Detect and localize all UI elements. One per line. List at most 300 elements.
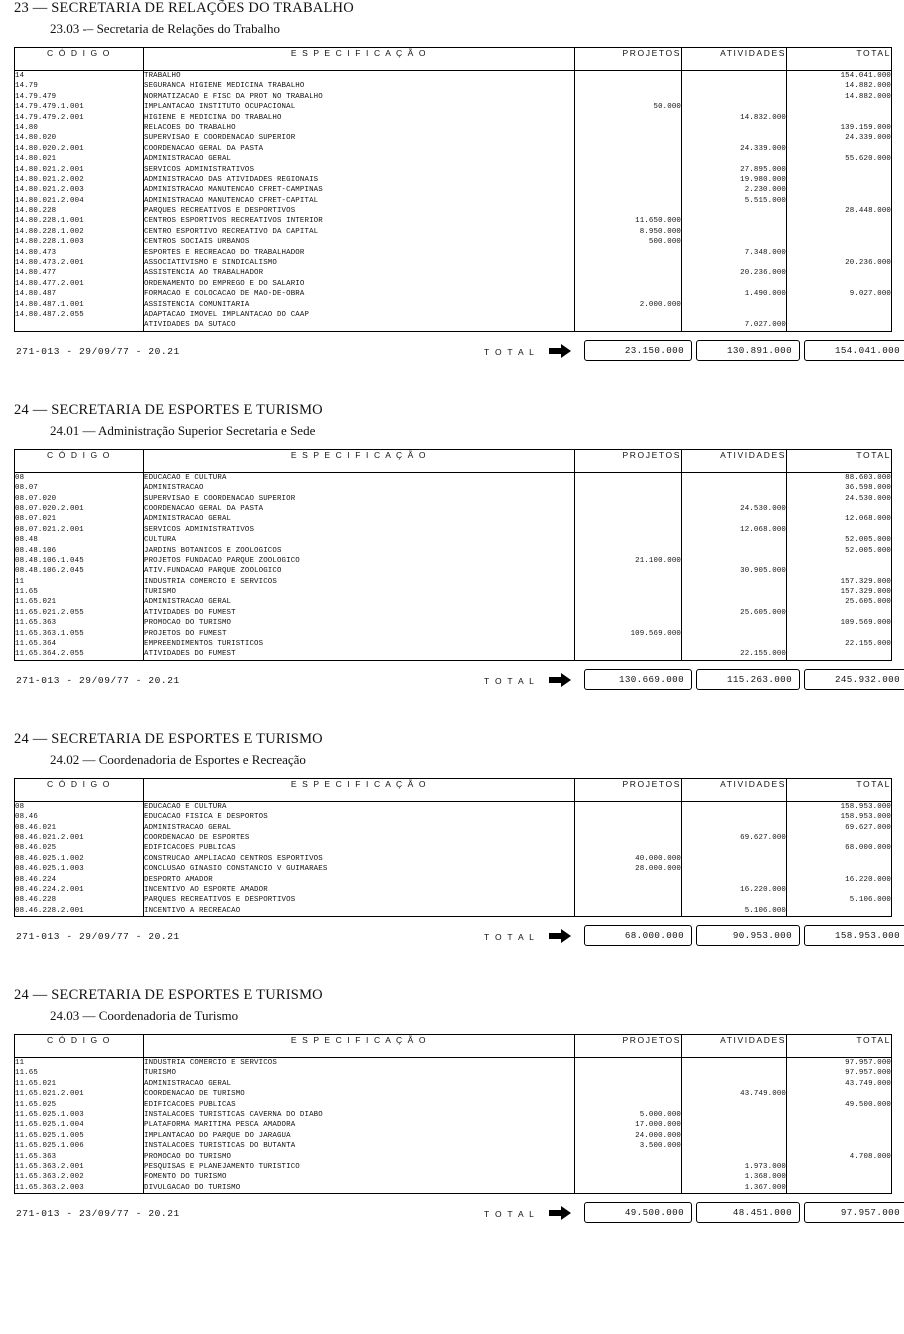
text-line: 17.000.000 xyxy=(635,1121,681,1130)
text-line xyxy=(787,216,891,226)
text-line: 97.957.000 xyxy=(845,1069,891,1078)
text-line xyxy=(575,185,681,195)
text-line xyxy=(682,133,786,143)
text-line: EDIFICACOES PUBLICAS xyxy=(144,844,236,853)
text-line xyxy=(575,639,681,649)
text-line: 11.65.364 xyxy=(15,640,57,649)
column-header-total: TOTAL xyxy=(787,449,892,472)
text-line: TRABALHO xyxy=(144,72,181,80)
text-line: COORDENACAO GERAL DA PASTA xyxy=(144,504,264,513)
text-line xyxy=(575,1058,681,1068)
text-line xyxy=(575,597,681,607)
budget-table xyxy=(14,1034,892,1194)
budget-section xyxy=(0,402,904,731)
text-line xyxy=(787,1110,891,1120)
text-line: 2.230.000 xyxy=(744,186,786,195)
text-line: INDUSTRIA COMERCIO E SERVICOS xyxy=(144,577,277,586)
text-line: CENTRO ESPORTIVO RECREATIVO DA CAPITAL xyxy=(144,227,319,236)
total-total-box: 97.957.000 xyxy=(804,1202,904,1223)
text-line xyxy=(787,102,891,112)
text-line xyxy=(575,535,681,545)
text-line: SUPERVISAO E COORDENACAO SUPERIOR xyxy=(144,134,296,143)
text-line: 11.65.025.1.005 xyxy=(15,1131,84,1140)
text-line xyxy=(682,843,786,853)
text-line: 43.749.000 xyxy=(740,1090,786,1099)
total-projetos-box: 130.669.000 xyxy=(584,669,692,690)
text-line: 36.598.000 xyxy=(845,484,891,493)
text-line: 139.159.000 xyxy=(840,123,891,132)
text-line: ATIV.FUNDACAO PARQUE ZOOLOGICO xyxy=(144,567,282,576)
totais-lines xyxy=(787,802,891,916)
text-line xyxy=(575,812,681,822)
text-line xyxy=(682,854,786,864)
text-line: 08.48.106 xyxy=(15,546,57,555)
text-line xyxy=(787,268,891,278)
text-line: FOMENTO DO TURISMO xyxy=(144,1173,227,1182)
total-atividades-box: 90.953.000 xyxy=(696,925,800,946)
text-line: SEGURANCA HIGIENE MEDICINA TRABALHO xyxy=(144,82,305,91)
text-line: 14.80.487.2.055 xyxy=(15,310,84,319)
cell-projetos xyxy=(575,71,682,332)
text-line xyxy=(787,279,891,289)
text-line: 4.708.000 xyxy=(849,1152,891,1161)
text-line xyxy=(682,577,786,587)
cell-projetos xyxy=(575,1058,682,1194)
text-line xyxy=(682,473,786,483)
text-line: ESPORTES E RECREACAO DO TRABALHADOR xyxy=(144,248,305,257)
table-header-row xyxy=(15,449,892,472)
text-line: 14.832.000 xyxy=(740,113,786,122)
total-label: T O T A L xyxy=(484,932,536,943)
text-line xyxy=(787,1141,891,1151)
section-total-row xyxy=(14,917,900,961)
text-line: 5.515.000 xyxy=(744,196,786,205)
budget-section xyxy=(0,731,904,987)
text-line: NORMATIZACAO E FISC DA PROT NO TRABALHO xyxy=(144,92,323,101)
arrow-right-icon xyxy=(549,673,571,687)
total-label: T O T A L xyxy=(484,1209,536,1220)
budget-table xyxy=(14,449,892,661)
text-line: 49.500.000 xyxy=(845,1100,891,1109)
text-line: 08.46 xyxy=(15,813,38,822)
text-line: 08.46.228.2.001 xyxy=(15,906,84,915)
text-line: 11.65.021.2.055 xyxy=(15,608,84,617)
column-header-codigo: C Ó D I G O xyxy=(15,48,144,71)
text-line xyxy=(682,154,786,164)
text-line: 158.953.000 xyxy=(840,813,891,822)
text-line xyxy=(575,1162,681,1172)
text-line xyxy=(682,81,786,91)
text-line: 08.07.020 xyxy=(15,494,57,503)
text-line: 14.80.473 xyxy=(15,248,57,257)
text-line: RELACOES DO TRABALHO xyxy=(144,123,236,132)
text-line: ORDENAMENTO DO EMPREGO E DO SALARIO xyxy=(144,279,305,288)
text-line xyxy=(575,525,681,535)
column-header-especificacao: E S P E C I F I C A Ç Ã O xyxy=(144,1035,575,1058)
text-line xyxy=(682,310,786,320)
text-line xyxy=(787,629,891,639)
budget-section xyxy=(0,0,904,402)
text-line: 21.100.000 xyxy=(635,556,681,565)
text-line: EDIFICACOES PUBLICAS xyxy=(144,1100,236,1109)
text-line: 14.80.021 xyxy=(15,155,57,164)
column-header-codigo: C Ó D I G O xyxy=(15,1035,144,1058)
atividades-lines xyxy=(682,473,786,660)
text-line xyxy=(682,864,786,874)
total-projetos-box: 49.500.000 xyxy=(584,1202,692,1223)
text-line xyxy=(575,649,681,659)
text-line xyxy=(575,546,681,556)
text-line: 50.000 xyxy=(653,103,681,112)
text-line xyxy=(787,864,891,874)
text-line xyxy=(787,566,891,576)
text-line: EDUCACAO FISICA E DESPORTOS xyxy=(144,813,268,822)
cell-totais xyxy=(787,71,892,332)
text-line xyxy=(575,175,681,185)
text-line: 14.80.021.2.004 xyxy=(15,196,84,205)
text-line xyxy=(787,1183,891,1193)
codigo-lines xyxy=(15,473,143,660)
text-line xyxy=(575,1100,681,1110)
text-line: 3.500.000 xyxy=(639,1142,681,1151)
text-line: PROJETOS DO FUMEST xyxy=(144,629,227,638)
text-line xyxy=(787,649,891,659)
codigo-lines xyxy=(15,71,143,331)
text-line: 1.973.000 xyxy=(744,1163,786,1171)
text-line: SERVICOS ADMINISTRATIVOS xyxy=(144,165,255,174)
text-line xyxy=(787,504,891,514)
column-header-atividades: ATIVIDADES xyxy=(682,48,787,71)
text-line xyxy=(787,165,891,175)
cell-especificacoes xyxy=(144,472,575,660)
text-line xyxy=(682,279,786,289)
cell-codigos xyxy=(15,801,144,916)
section-total-row xyxy=(14,661,900,705)
especificacao-lines xyxy=(144,473,574,660)
text-line xyxy=(575,885,681,895)
text-line xyxy=(682,1068,786,1078)
text-line: 14.79.479 xyxy=(15,92,57,101)
text-line xyxy=(682,618,786,628)
section-title: 24 — SECRETARIA DE ESPORTES E TURISMO xyxy=(14,730,323,747)
arrow-right-icon xyxy=(549,344,571,358)
total-label: T O T A L xyxy=(484,675,536,686)
text-line: 69.627.000 xyxy=(740,833,786,842)
column-header-total: TOTAL xyxy=(787,778,892,801)
section-spacer xyxy=(14,1238,886,1264)
text-line: 11.65.025 xyxy=(15,1100,57,1109)
text-line: ADMINISTRACAO GERAL xyxy=(144,155,232,164)
text-line xyxy=(575,81,681,91)
text-line: 08.46.025.1.003 xyxy=(15,865,84,874)
section-subtitle: 23.03 -– Secretaria de Relações do Trabalho xyxy=(50,21,280,36)
text-line: 154.041.000 xyxy=(840,72,891,80)
text-line: 24.530.000 xyxy=(740,504,786,513)
text-line: PARQUES RECREATIVOS E DESPORTIVOS xyxy=(144,896,296,905)
text-line: 11 xyxy=(15,1059,25,1068)
text-line: 1.367.000 xyxy=(744,1183,786,1192)
text-line: 7.027.000 xyxy=(744,321,786,330)
cell-especificacoes xyxy=(144,801,575,916)
text-line: ATIVIDADES DA SUTACO xyxy=(144,321,236,330)
text-line: DESPORTO AMADOR xyxy=(144,875,213,884)
text-line: 1.490.000 xyxy=(744,290,786,299)
text-line xyxy=(682,546,786,556)
text-line: 52.005.000 xyxy=(845,536,891,545)
text-line: 11.65.364.2.055 xyxy=(15,650,84,659)
text-line: TURISMO xyxy=(144,588,177,597)
text-line: 28.448.000 xyxy=(845,207,891,216)
text-line: 28.000.000 xyxy=(635,865,681,874)
text-line: 08.48.106.2.045 xyxy=(15,567,84,576)
text-line xyxy=(787,320,891,330)
text-line xyxy=(682,300,786,310)
atividades-lines xyxy=(682,71,786,331)
text-line: 11.65.025.1.006 xyxy=(15,1142,84,1151)
text-line xyxy=(682,875,786,885)
text-line: PROMOCAO DO TURISMO xyxy=(144,1152,232,1161)
text-line: 24.339.000 xyxy=(845,134,891,143)
text-line: 109.569.000 xyxy=(840,619,891,628)
text-line xyxy=(575,566,681,576)
section-subtitle: 24.02 — Coordenadoria de Esportes e Recreação xyxy=(50,751,306,767)
text-line: ATIVIDADES DO FUMEST xyxy=(144,650,236,659)
text-line xyxy=(575,895,681,905)
text-line xyxy=(575,165,681,175)
text-line: INSTALACOES TURISTICAS DO BUTANTA xyxy=(144,1142,296,1151)
text-line xyxy=(787,248,891,258)
text-line xyxy=(575,823,681,833)
text-line: 14.80.021.2.001 xyxy=(15,165,84,174)
cell-especificacoes xyxy=(144,1058,575,1194)
especificacao-lines xyxy=(144,71,574,331)
totais-lines xyxy=(787,1058,891,1193)
cell-especificacoes xyxy=(144,71,575,332)
text-line: 14.80.021.2.002 xyxy=(15,175,84,184)
text-line: 14 xyxy=(15,72,25,80)
text-line: 19.980.000 xyxy=(740,175,786,184)
text-line: ADMINISTRACAO GERAL xyxy=(144,1079,232,1088)
text-line: 5.106.000 xyxy=(849,896,891,905)
text-line xyxy=(575,310,681,320)
column-header-projetos: PROJETOS xyxy=(575,48,682,71)
text-line: 8.950.000 xyxy=(639,227,681,236)
print-stamp: 271-013 - 29/09/77 - 20.21 xyxy=(16,674,180,686)
text-line: 08.46.025 xyxy=(15,844,57,853)
text-line: ADMINISTRACAO GERAL xyxy=(144,515,232,524)
text-line xyxy=(682,1058,786,1068)
text-line xyxy=(575,833,681,843)
text-line xyxy=(575,196,681,206)
text-line: 25.605.000 xyxy=(845,598,891,607)
atividades-lines xyxy=(682,1058,786,1193)
text-line xyxy=(575,320,681,330)
text-line: 22.155.000 xyxy=(740,650,786,659)
cell-codigos xyxy=(15,472,144,660)
text-line: DIVULGACAO DO TURISMO xyxy=(144,1183,241,1192)
text-line xyxy=(787,113,891,123)
column-header-total: TOTAL xyxy=(787,1035,892,1058)
text-line: ASSISTENCIA COMUNITARIA xyxy=(144,300,250,309)
column-header-total: TOTAL xyxy=(787,48,892,71)
total-atividades-box: 48.451.000 xyxy=(696,1202,800,1223)
text-line xyxy=(682,823,786,833)
text-line xyxy=(787,1120,891,1130)
column-header-especificacao: E S P E C I F I C A Ç Ã O xyxy=(144,778,575,801)
table-body-row xyxy=(15,472,892,660)
text-line xyxy=(787,300,891,310)
text-line: 157.329.000 xyxy=(840,577,891,586)
cell-codigos xyxy=(15,71,144,332)
text-line xyxy=(787,1162,891,1172)
text-line: 11.65 xyxy=(15,588,38,597)
column-header-projetos: PROJETOS xyxy=(575,778,682,801)
section-title: 24 — SECRETARIA DE ESPORTES E TURISMO xyxy=(14,987,323,1004)
section-subtitle: 24.03 — Coordenadoria de Turismo xyxy=(50,1008,239,1024)
text-line: 08.46.025.1.002 xyxy=(15,854,84,863)
text-line: PROMOCAO DO TURISMO xyxy=(144,619,232,628)
text-line xyxy=(787,144,891,154)
text-line: 14.79 xyxy=(15,82,38,91)
text-line xyxy=(575,494,681,504)
text-line: COORDENACAO DE ESPORTES xyxy=(144,833,250,842)
text-line xyxy=(575,144,681,154)
text-line xyxy=(682,71,786,81)
budget-table xyxy=(14,778,892,917)
section-total-row xyxy=(14,332,900,376)
text-line: 08.46.021.2.001 xyxy=(15,833,84,842)
text-line xyxy=(682,206,786,216)
text-line: 11 xyxy=(15,577,25,586)
column-header-codigo: C Ó D I G O xyxy=(15,449,144,472)
text-line xyxy=(682,483,786,493)
text-line: 24.530.000 xyxy=(845,494,891,503)
cell-projetos xyxy=(575,472,682,660)
text-line xyxy=(575,92,681,102)
text-line: PROJETOS FUNDACAO PARQUE ZOOLOGICO xyxy=(144,556,300,565)
text-line xyxy=(575,843,681,853)
text-line: 08.07.021 xyxy=(15,515,57,524)
text-line: 14.80.228.1.001 xyxy=(15,217,84,226)
text-line: 14.80.020 xyxy=(15,134,57,143)
text-line: 69.627.000 xyxy=(845,823,891,832)
text-line xyxy=(682,639,786,649)
text-line: 11.65.363.2.003 xyxy=(15,1183,84,1192)
text-line: 2.000.000 xyxy=(639,300,681,309)
text-line xyxy=(682,1131,786,1141)
text-line: CONCLUSAO GINASIO CONSTANCIO V GUIMARAES xyxy=(144,865,328,874)
text-line: 40.000.000 xyxy=(635,854,681,863)
text-line: 11.65.025.1.003 xyxy=(15,1111,84,1120)
text-line xyxy=(575,906,681,916)
section-spacer xyxy=(14,961,886,987)
text-line: ASSISTENCIA AO TRABALHADOR xyxy=(144,269,264,278)
text-line xyxy=(575,1172,681,1182)
codigo-lines xyxy=(15,1058,143,1193)
text-line: 08.48.106.1.045 xyxy=(15,556,84,565)
text-line: IMPLANTACAO DO PARQUE DO JARAGUA xyxy=(144,1131,291,1140)
section-spacer xyxy=(14,705,886,731)
text-line: 22.155.000 xyxy=(845,640,891,649)
especificacao-lines xyxy=(144,1058,574,1193)
text-line xyxy=(575,133,681,143)
totais-lines xyxy=(787,71,891,331)
text-line xyxy=(787,237,891,247)
text-line: 11.65.025.1.004 xyxy=(15,1121,84,1130)
text-line: TURISMO xyxy=(144,1069,177,1078)
text-line xyxy=(575,1068,681,1078)
text-line xyxy=(575,618,681,628)
text-line xyxy=(682,216,786,226)
text-line: CENTROS SOCIAIS URBANOS xyxy=(144,238,250,247)
text-line: 08.07.020.2.001 xyxy=(15,504,84,513)
print-stamp: 271-013 - 29/09/77 - 20.21 xyxy=(16,931,180,943)
section-title: 24 — SECRETARIA DE ESPORTES E TURISMO xyxy=(14,401,323,418)
table-header-row xyxy=(15,1035,892,1058)
text-line xyxy=(682,535,786,545)
cell-totais xyxy=(787,1058,892,1194)
text-line: ASSOCIATIVISMO E SINDICALISMO xyxy=(144,259,277,268)
text-line xyxy=(787,227,891,237)
text-line: 55.620.000 xyxy=(845,155,891,164)
text-line: 08 xyxy=(15,802,25,811)
text-line: 11.65.363.2.001 xyxy=(15,1163,84,1171)
total-label: T O T A L xyxy=(484,346,536,357)
text-line: 11.65.363 xyxy=(15,1152,57,1161)
text-line xyxy=(682,1079,786,1089)
arrow-right-icon xyxy=(549,929,571,943)
text-line: IMPLANTACAO INSTITUTO OCUPACIONAL xyxy=(144,103,296,112)
text-line: ATIVIDADES DO FUMEST xyxy=(144,608,236,617)
text-line xyxy=(575,113,681,123)
section-subtitle: 24.01 — Administração Superior Secretaria e Sede xyxy=(50,422,316,438)
text-line: 14.80.228.1.002 xyxy=(15,227,84,236)
text-line xyxy=(682,597,786,607)
text-line: 08.07.021.2.001 xyxy=(15,525,84,534)
text-line: FORMACAO E COLOCACAO DE MAO-DE-OBRA xyxy=(144,290,305,299)
projetos-lines xyxy=(575,71,681,331)
text-line: PARQUES RECREATIVOS E DESPORTIVOS xyxy=(144,207,296,216)
text-line: 14.80.228 xyxy=(15,207,57,216)
text-line xyxy=(575,1152,681,1162)
text-line xyxy=(787,310,891,320)
text-line: 97.957.000 xyxy=(845,1059,891,1068)
text-line xyxy=(682,123,786,133)
table-body-row xyxy=(15,801,892,916)
text-line: 12.068.000 xyxy=(740,525,786,534)
especificacao-lines xyxy=(144,802,574,916)
cell-atividades xyxy=(682,801,787,916)
section-title: 23 — SECRETARIA DE RELAÇÕES DO TRABALHO xyxy=(14,0,354,16)
text-line: PLATAFORMA MARITIMA PESCA AMADORA xyxy=(144,1121,296,1130)
text-line: ADMINISTRACAO MANUTENCAO CFRET-CAPITAL xyxy=(144,196,319,205)
text-line: 25.605.000 xyxy=(740,608,786,617)
text-line xyxy=(575,608,681,618)
text-line xyxy=(682,1100,786,1110)
text-line xyxy=(575,279,681,289)
text-line: 7.348.000 xyxy=(744,248,786,257)
text-line: 30.905.000 xyxy=(740,567,786,576)
text-line: ADMINISTRACAO DAS ATIVIDADES REGIONAIS xyxy=(144,175,319,184)
text-line: 14.882.000 xyxy=(845,82,891,91)
text-line: INCENTIVO AO ESPORTE AMADOR xyxy=(144,885,268,894)
table-body-row xyxy=(15,1058,892,1194)
text-line xyxy=(575,289,681,299)
text-line xyxy=(575,1183,681,1193)
text-line: ADMINISTRACAO GERAL xyxy=(144,598,232,607)
text-line: 109.569.000 xyxy=(630,629,681,638)
text-line: 14.80.228.1.003 xyxy=(15,238,84,247)
